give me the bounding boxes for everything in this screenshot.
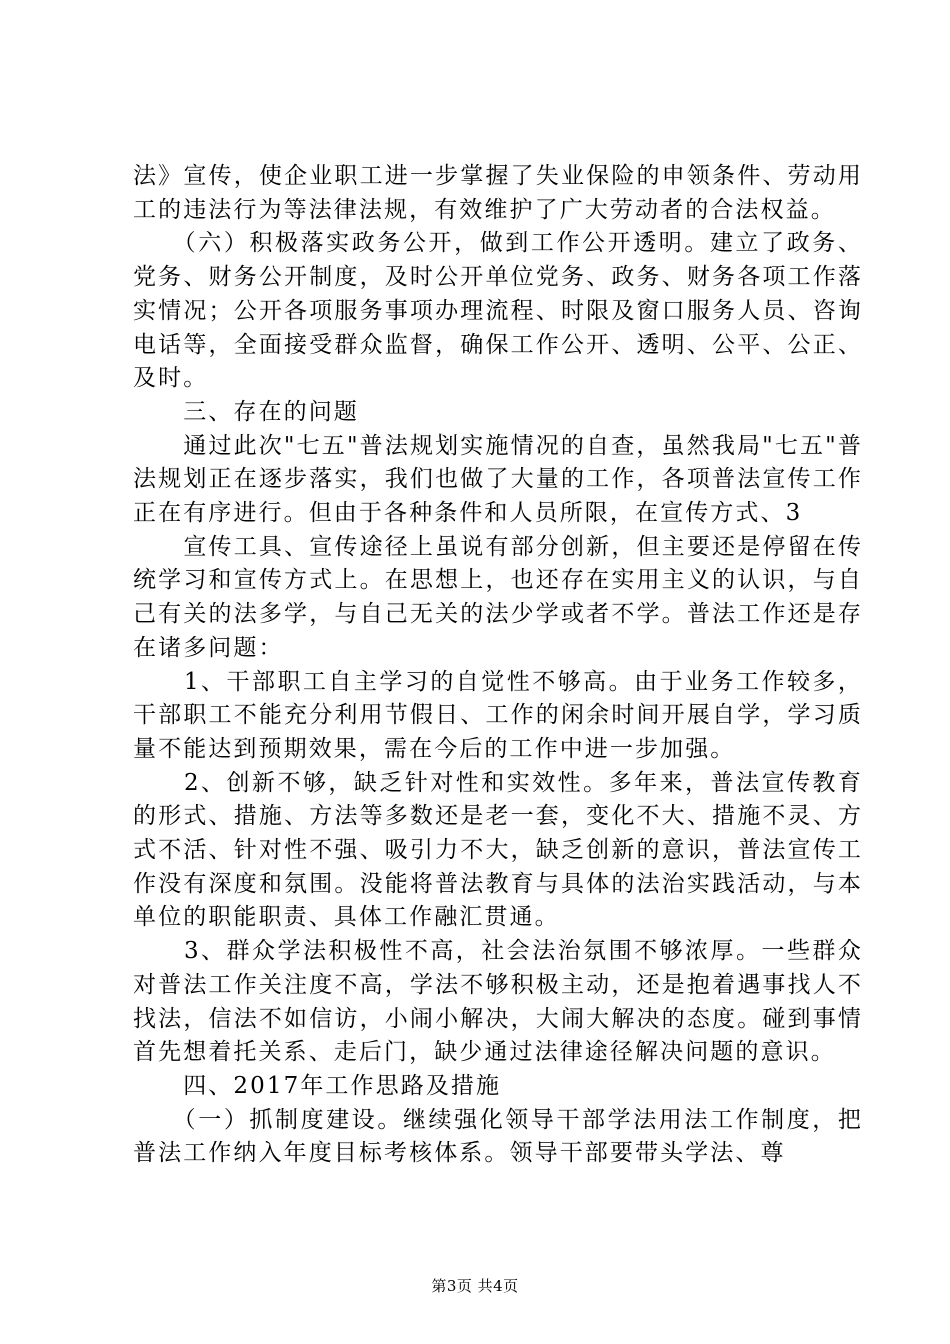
paragraph-8: （一）抓制度建设。继续强化领导干部学法用法工作制度，把普法工作纳入年度目标考核体系。领导干部要带头学法、尊: [133, 1106, 863, 1167]
section-heading-4: 四、2017年工作思路及措施: [133, 1072, 502, 1099]
paragraph-5: 1、干部职工自主学习的自觉性不够高。由于业务工作较多，干部职工不能充分利用节假日、工作的闲余时间开展自学，学习质量不能达到预期效果，需在今后的工作中进一步加强。: [133, 668, 863, 762]
paragraph-1: 法》宣传，使企业职工进一步掌握了失业保险的申领条件、劳动用工的违法行为等法律法规，有效维护了广大劳动者的合法权益。: [133, 163, 863, 223]
paragraph-6: 2、创新不够，缺乏针对性和实效性。多年来，普法宣传教育的形式、措施、方法等多数还是老一套，变化不大、措施不灵、方式不活、针对性不强、吸引力不大，缺乏创新的意识，普法宣传工作没有深度和氛围。没能将普法教育与具体的法治实践活动，与本单位的职能职责、具体工作融汇贯通。: [133, 769, 863, 931]
paragraph-4: 宣传工具、宣传途径上虽说有部分创新，但主要还是停留在传统学习和宣传方式上。在思想上，也还存在实用主义的认识，与自己有关的法多学，与自己无关的法少学或者不学。普法工作还是存在诸多问题：: [133, 533, 863, 661]
section-heading-3: 三、存在的问题: [133, 398, 359, 425]
paragraph-3: 通过此次"七五"普法规划实施情况的自查，虽然我局"七五"普法规划正在逐步落实，我们也做了大量的工作，各项普法宣传工作正在有序进行。但由于各种条件和人员所限，在宣传方式、3: [133, 432, 863, 527]
paragraph-2: （六）积极落实政务公开，做到工作公开透明。建立了政务、党务、财务公开制度，及时公开单位党务、政务、财务各项工作落实情况；公开各项服务事项办理流程、时限及窗口服务人员、咨询电话等，全面接受群众监督，确保工作公开、透明、公平、公正、及时。: [133, 230, 863, 392]
document-body: [133, 160, 863, 1171]
page-number-footer: 第3页 共4页: [431, 1277, 519, 1295]
paragraph-7: 3、群众学法积极性不高，社会法治氛围不够浓厚。一些群众对普法工作关注度不高，学法不够积极主动，还是抱着遇事找人不找法，信法不如信访，小闹小解决，大闹大解决的态度。碰到事情首先想着托关系、走后门，缺少通过法律途径解决问题的意识。: [133, 938, 863, 1066]
